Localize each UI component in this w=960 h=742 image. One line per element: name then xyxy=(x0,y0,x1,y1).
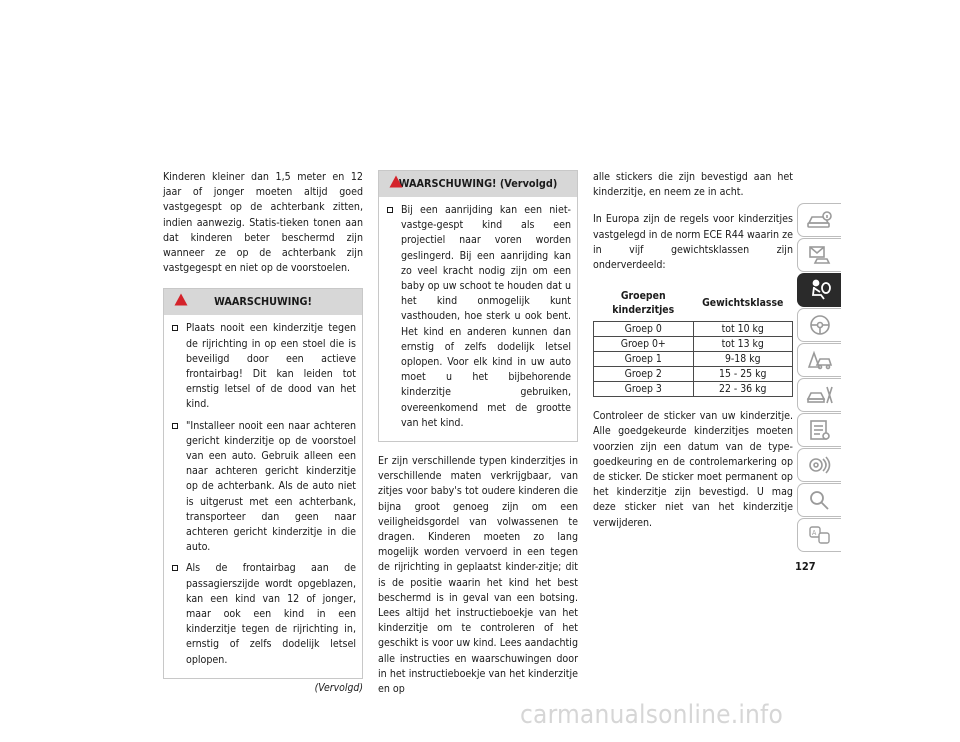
bullet-text: Bij een aanrijding kan een niet-vastge-gespt kind als een projectiel naar voren worden geslingerd. Bij een aanrijding kan zo veel kracht nodig zijn om een baby op uw schoot te houden dat u het kind onmogelijk kunt vasthouden, hoe sterk u ook bent. Het kind en anderen kunnen dan ernstig of zelfs dodelijk letsel oplopen. Voor elk kind in uw auto moet u het bijbehorende kinderzitje gebruiken, overeenkomend met de grootte van het kind. xyxy=(401,204,571,429)
checkbox-bullet-icon xyxy=(387,207,393,213)
watermark: carmanualsonline.info xyxy=(520,700,783,730)
table-header-weight: Gewichtsklasse xyxy=(693,285,793,322)
warning-triangle-icon xyxy=(389,175,403,188)
checkbox-bullet-icon xyxy=(172,325,178,331)
table-row xyxy=(594,352,793,367)
weight-class-table xyxy=(593,285,793,397)
table-row xyxy=(594,382,793,397)
continued-label: (Vervolgd) xyxy=(314,681,363,694)
page-number: 127 xyxy=(795,560,816,573)
table-cell: tot 10 kg xyxy=(693,322,793,337)
table-cell: Groep 0+ xyxy=(594,337,694,352)
table-cell: Groep 1 xyxy=(594,352,694,367)
warning-box xyxy=(163,288,363,678)
envelope-car-icon xyxy=(805,243,835,267)
table-row xyxy=(594,367,793,382)
tab-index[interactable] xyxy=(797,483,841,517)
bullet-text: Plaats nooit een kinderzitje tegen de rijrichting in op een stoel die is beveiligd door een actieve frontairbag! Dit kan leiden tot ernstig letsel of de dood van het kind. xyxy=(186,322,356,411)
tab-language[interactable] xyxy=(797,518,841,552)
tab-driving[interactable] xyxy=(797,308,841,342)
chapter-tabs xyxy=(797,203,841,553)
svg-text:A: A xyxy=(811,528,816,537)
column-middle xyxy=(378,170,578,709)
warning-box-continued xyxy=(378,170,578,442)
warning-header xyxy=(164,289,362,315)
body-paragraph: Er zijn verschillende typen kinderzitjes in verschillende maten verkrijgbaar, van zitjes voor baby's tot oudere kinderen die bijna groot genoeg zijn om een veiligheidsgordel van volwassenen te dragen. Kinderen moeten zo lang mogelijk worden vervoerd in een tegen de rijrichting in geplaatst kinder-zitje; dit is de positie waarin het kind het best beschermd is in geval van een botsing. Lees altijd het instructieboekje van het kinderzitje om te controleren of het geschikt is voor uw kind. Lees aandachtig alle instructies en waarschuwingen door in het instructieboekje van het kinderzitje en op xyxy=(378,455,578,696)
tab-emergency[interactable] xyxy=(797,343,841,377)
tab-controls[interactable] xyxy=(797,238,841,272)
body-paragraph: Controleer de sticker van uw kinderzitje. Alle goedgekeurde kinderzitjes moeten voorzien zijn een datum van de type-goedkeuring en de controlemarkering op de sticker. De sticker moet permanent op het kinderzitje zijn bevestigd. U mag deze sticker niet van het kinderzitje verwijderen. xyxy=(593,410,793,529)
table-cell: Groep 2 xyxy=(594,367,694,382)
bullet-text: "Installeer nooit een naar achteren gericht kinderzitje op de voorstoel van een auto. Gebruik alleen een naar achteren gericht kinderzitje op de achterbank. Als de auto niet is uitgerust met een achterbank, transporteer dan geen naar achteren gericht kinderzitje in die auto. xyxy=(186,419,356,554)
warning-bullet xyxy=(170,419,356,556)
checkbox-bullet-icon xyxy=(172,423,178,429)
search-index-icon xyxy=(805,488,835,512)
bullet-text: Als de frontairbag aan de passagierszijde wordt opgeblazen, kan een kind van 12 of jonger, maar ook een kind in een kinderzitje tegen de rijrichting in, ernstig of zelfs dodelijk letsel oplopen. xyxy=(186,562,356,666)
warning-bullet xyxy=(170,321,356,412)
checkbox-bullet-icon xyxy=(172,565,178,571)
intro-paragraph: Kinderen kleiner dan 1,5 meter en 12 jaar of jonger moeten altijd goed vastgegespt op de achterbank zitten, indien aanwezig. Statis-tieken tonen aan dat kinderen beter beschermd zijn wanneer ze op de achterbank zijn vastgegespt en niet op de voorstoelen. xyxy=(163,171,363,275)
column-left xyxy=(163,170,363,696)
tab-specifications[interactable] xyxy=(797,413,841,447)
language-icon xyxy=(805,523,835,547)
car-info-icon xyxy=(805,208,835,232)
table-cell: Groep 3 xyxy=(594,382,694,397)
column-right xyxy=(593,170,793,543)
table-cell: tot 13 kg xyxy=(693,337,793,352)
service-checklist-icon xyxy=(805,418,835,442)
steering-wheel-icon xyxy=(805,313,835,337)
table-cell: 15 - 25 kg xyxy=(693,367,793,382)
settings-gear-icon xyxy=(805,453,835,477)
table-cell: 22 - 36 kg xyxy=(693,382,793,397)
warning-triangle-icon xyxy=(174,293,188,306)
table-cell: 9-18 kg xyxy=(693,352,793,367)
body-paragraph: alle stickers die zijn bevestigd aan het kinderzitje, en neem ze in acht. xyxy=(593,171,793,199)
warning-header xyxy=(379,171,577,197)
car-tools-icon xyxy=(805,383,835,407)
table-header-row xyxy=(594,285,793,322)
warning-body xyxy=(379,197,577,441)
airbag-seat-icon xyxy=(805,278,835,302)
warning-title: WAARSCHUWING! (Vervolgd) xyxy=(398,177,558,190)
warning-bullet xyxy=(170,561,356,667)
warning-body xyxy=(164,315,362,677)
tab-multimedia[interactable] xyxy=(797,448,841,482)
table-header-groups: Groepen kinderzitjes xyxy=(594,285,694,322)
tab-car-info[interactable] xyxy=(797,203,841,237)
table-row xyxy=(594,337,793,352)
tab-service[interactable] xyxy=(797,378,841,412)
tab-safety[interactable] xyxy=(797,273,841,307)
body-paragraph: In Europa zijn de regels voor kinderzitjes vastgelegd in de norm ECE R44 waarin ze in vijf gewichtsklassen zijn onderverdeeld: xyxy=(593,213,793,272)
warning-road-icon xyxy=(805,348,835,372)
table-row xyxy=(594,322,793,337)
table-cell: Groep 0 xyxy=(594,322,694,337)
warning-bullet xyxy=(385,203,571,431)
warning-title: WAARSCHUWING! xyxy=(214,295,312,309)
